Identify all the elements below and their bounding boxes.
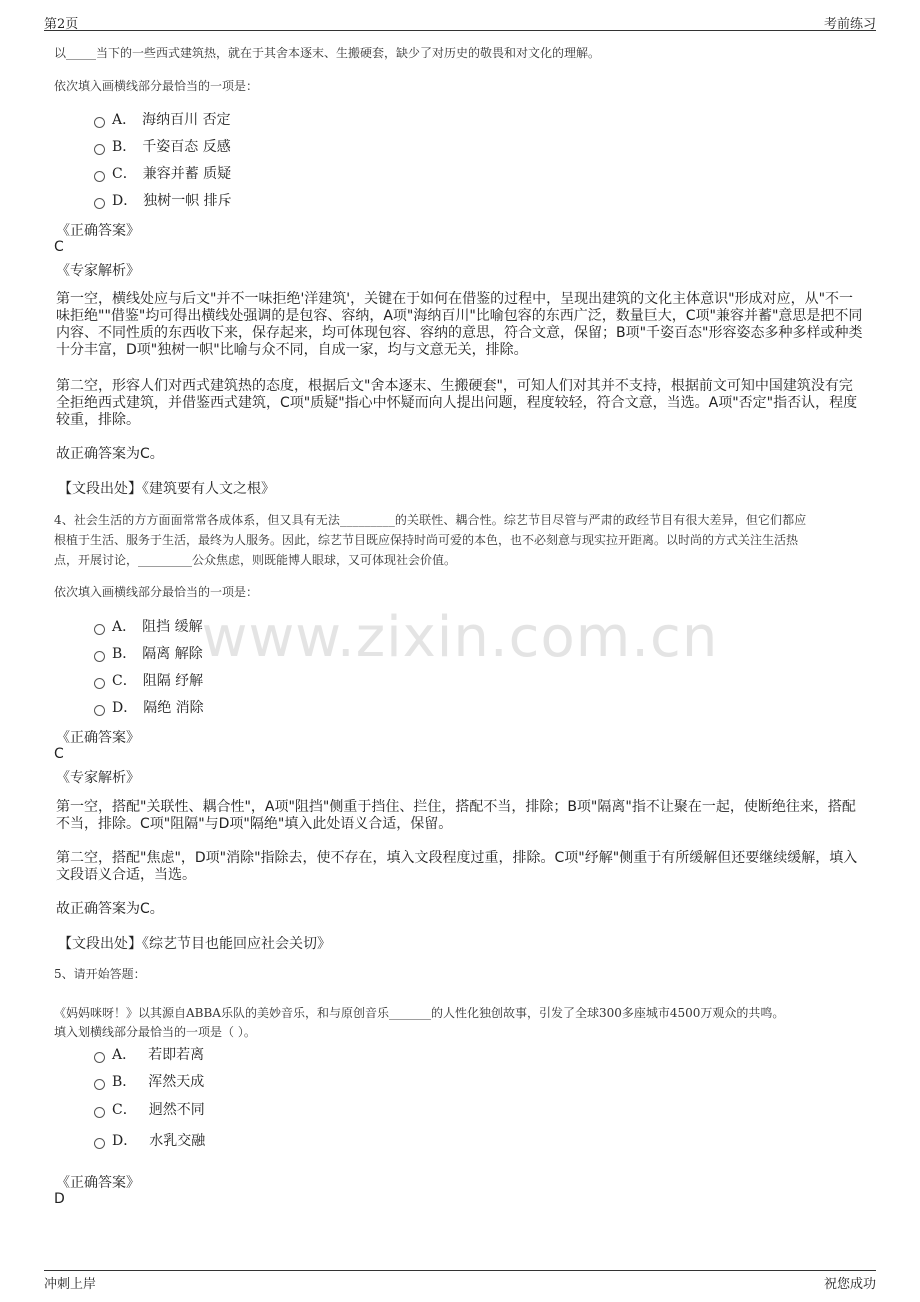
q3-prompt: 依次填入画横线部分最恰当的一项是： xyxy=(54,79,259,93)
q4-option-d[interactable]: D． 隔绝 消除 xyxy=(94,698,204,718)
q3-analysis-conclusion: 故正确答案为C。 xyxy=(56,446,164,462)
q3-analysis-paragraph-2: 第二空，形容人们对西式建筑热的态度，根据后文"舍本逐末、生搬硬套"，可知人们对其并不支持，根据前文可知中国建筑没有完全拒绝西式建筑，并借鉴西式建筑，C项"质疑"指心中怀疑而向人提出问题，程度较轻，符合文意，当选。A项"否定"指否认，程度较重，排除。 xyxy=(56,378,858,428)
radio-icon[interactable] xyxy=(94,117,105,128)
q3-analysis-paragraph-1: 第一空，横线处应与后文"并不一味拒绝'洋建筑'，关键在于如何在借鉴的过程中，呈现出建筑的文化主体意识"形成对应，从"不一味拒绝""借鉴"均可得出横线处强调的是包容、容纳，A项"海纳百川"比喻包容的东西广泛，数量巨大，C项"兼容并蓄"意思是把不同内容、不同性质的东西收下来，保存起来，均可体现包容、容纳的意思，符合文意，保留；B项"千姿百态"形容姿态多种多样或种类十分丰富，D项"独树一帜"比喻与众不同，自成一家，均与文意无关，排除。 xyxy=(56,291,863,358)
q4-answer: C xyxy=(54,746,64,762)
radio-icon[interactable] xyxy=(94,705,105,716)
q5-option-c[interactable]: C． 迥然不同 xyxy=(94,1100,205,1120)
q4-analysis-paragraph-1: 第一空，搭配"关联性、耦合性"，A项"阻挡"侧重于挡住、拦住，搭配不当，排除；B项"隔离"指不让聚在一起，使断绝往来，搭配不当，排除。C项"阻隔"与D项"隔绝"填入此处语义合适，保留。 xyxy=(56,799,856,832)
q4-option-c[interactable]: C． 阻隔 纾解 xyxy=(94,671,203,691)
watermark: www.zixin.com.cn xyxy=(201,605,719,670)
q3-analysis-label: 《专家解析》 xyxy=(56,263,140,279)
q5-option-a[interactable]: A． 若即若离 xyxy=(94,1045,204,1065)
q4-stem-line-1: 4、社会生活的方方面面常常各成体系，但又具有无法_________的关联性、耦合性。综艺节目尽管与严肃的政经节目有很大差异，但它们都应 xyxy=(54,513,807,527)
q5-answer-label: 《正确答案》 xyxy=(56,1175,140,1191)
q4-option-b[interactable]: B． 隔离 解除 xyxy=(94,644,203,664)
q5-option-d[interactable]: D． 水乳交融 xyxy=(94,1131,205,1151)
radio-icon[interactable] xyxy=(94,651,105,662)
radio-icon[interactable] xyxy=(94,1052,105,1063)
q5-prompt: 填入划横线部分最恰当的一项是（ ）。 xyxy=(54,1025,256,1039)
footer-left-slogan: 冲刺上岸 xyxy=(44,1277,97,1292)
q4-source: 【文段出处】《综艺节目也能回应社会关切》 xyxy=(58,936,331,952)
radio-icon[interactable] xyxy=(94,198,105,209)
q3-option-b[interactable]: B． 千姿百态 反感 xyxy=(94,137,231,157)
radio-icon[interactable] xyxy=(94,1138,105,1149)
q4-stem-line-2: 根植于生活、服务于生活，最终为人服务。因此，综艺节目既应保持时尚可爱的本色，也不必刻意与现实拉开距离。以时尚的方式关注生活热 xyxy=(54,533,799,547)
page-number: 第2页 xyxy=(44,17,79,32)
q4-analysis-conclusion: 故正确答案为C。 xyxy=(56,901,164,917)
q5-answer: D xyxy=(54,1191,65,1207)
radio-icon[interactable] xyxy=(94,624,105,635)
q3-option-d[interactable]: D． 独树一帜 排斥 xyxy=(94,191,232,211)
q5-option-b[interactable]: B． 浑然天成 xyxy=(94,1072,204,1092)
q3-source: 【文段出处】《建筑要有人文之根》 xyxy=(58,481,275,497)
radio-icon[interactable] xyxy=(94,171,105,182)
q4-prompt: 依次填入画横线部分最恰当的一项是： xyxy=(54,585,259,599)
footer-right-slogan: 祝您成功 xyxy=(823,1277,876,1292)
page-footer xyxy=(44,1270,876,1301)
q3-option-a[interactable]: A． 海纳百川 否定 xyxy=(94,110,231,130)
radio-icon[interactable] xyxy=(94,1079,105,1090)
radio-icon[interactable] xyxy=(94,678,105,689)
q5-intro: 5、请开始答题： xyxy=(54,967,146,981)
header-title: 考前练习 xyxy=(823,17,876,32)
q3-option-c[interactable]: C． 兼容并蓄 质疑 xyxy=(94,164,231,184)
q3-answer-label: 《正确答案》 xyxy=(56,223,140,239)
q5-stem: 《妈妈咪呀！》以其源自ABBA乐队的美妙音乐，和与原创音乐_______的人性化独创故事，引发了全球300多座城市4500万观众的共鸣。 xyxy=(54,1006,785,1020)
q4-stem-line-3: 点，开展讨论，_________公众焦虑，则既能博人眼球，又可体现社会价值。 xyxy=(54,553,457,567)
q4-analysis-paragraph-2: 第二空，搭配"焦虑"，D项"消除"指除去，使不存在，填入文段程度过重，排除。C项"纾解"侧重于有所缓解但还要继续缓解，填入文段语义合适，当选。 xyxy=(56,850,858,883)
radio-icon[interactable] xyxy=(94,1107,105,1118)
page-header xyxy=(44,0,876,31)
q3-answer: C xyxy=(54,239,64,255)
q4-analysis-label: 《专家解析》 xyxy=(56,770,140,786)
radio-icon[interactable] xyxy=(94,144,105,155)
q3-sentence: 以_____当下的一些西式建筑热，就在于其舍本逐末、生搬硬套，缺少了对历史的敬畏和对文化的理解。 xyxy=(54,46,601,60)
q4-answer-label: 《正确答案》 xyxy=(56,730,140,746)
q4-option-a[interactable]: A． 阻挡 缓解 xyxy=(94,617,203,637)
